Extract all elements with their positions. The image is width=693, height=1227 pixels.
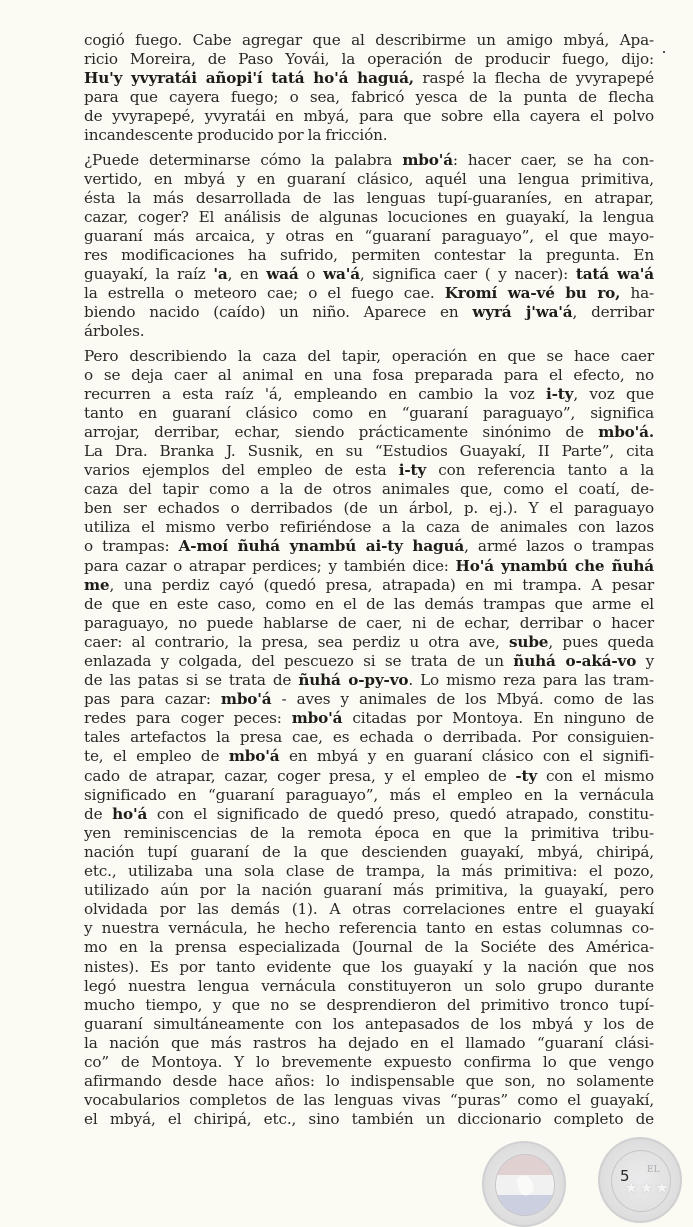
text-line xyxy=(84,1053,654,1072)
text-run: recurren a esta raíz 'á, empleando en cambio la voz xyxy=(84,384,546,403)
text-line xyxy=(84,576,654,595)
text-run: biendo nacido (caído) un niño. Aparece en xyxy=(84,303,473,322)
text-line xyxy=(84,69,654,88)
text-run: : hacer caer, se ha con- xyxy=(452,150,654,169)
text-line xyxy=(84,385,654,404)
text-line xyxy=(84,170,654,189)
text-line xyxy=(84,614,654,633)
text-run: La Dra. Branka J. Susnik, en su “Estudios Guayakí, II Parte”, cita xyxy=(84,441,654,460)
text-run: pas para cazar: xyxy=(84,690,221,709)
text-line xyxy=(84,151,654,170)
text-run: ha- xyxy=(620,284,654,303)
text-line xyxy=(84,537,654,556)
page-number: 5 xyxy=(620,1167,630,1185)
text-line xyxy=(84,786,654,805)
text-line xyxy=(84,366,654,385)
text-run: y xyxy=(636,652,655,670)
text-run: , significa caer ( y nacer): xyxy=(359,265,576,284)
text-run: paraguayo, no puede hablarse de caer, ni de echar, derribar o hacer xyxy=(84,613,654,632)
guarani-term: 'a xyxy=(213,265,228,284)
guarani-term: Kromí wa-vé bu ro, xyxy=(444,284,621,303)
text-run: nación tupí guaraní de la que descienden guayakí, mbyá, chiripá, xyxy=(84,842,654,861)
text-run: redes para coger peces: xyxy=(84,709,292,728)
text-run: tanto en guaraní clásico como en “guaraní paraguayo”, significa xyxy=(84,403,654,422)
text-line xyxy=(84,518,654,537)
text-run: etc., utilizaba una sola clase de trampa, la más primitiva: el pozo, xyxy=(84,862,654,881)
text-run: y nuestra vernácula, he hecho referencia tanto en estas columnas co- xyxy=(84,919,654,938)
text-line xyxy=(84,690,654,709)
text-line xyxy=(84,919,654,938)
text-run: de que en este caso, como en el de las demás trampas que arme el xyxy=(84,594,654,613)
text-run: ricio Moreira, de Paso Yovái, la operación de producir fuego, dijo: xyxy=(84,50,654,69)
guarani-term: sube xyxy=(509,632,549,651)
paragraph xyxy=(84,347,654,1130)
text-line xyxy=(84,557,654,576)
text-line xyxy=(84,107,654,126)
three-stars-seal-icon xyxy=(598,1137,682,1223)
guarani-term: me xyxy=(84,575,110,594)
guarani-term: mbo'á. xyxy=(598,422,654,441)
text-run: . Lo mismo reza para las tram- xyxy=(408,671,654,690)
text-run: ¿Puede determinarse cómo la palabra xyxy=(84,150,403,169)
text-line xyxy=(84,227,654,246)
text-line xyxy=(84,996,654,1015)
text-run: para que cayera fuego; o sea, fabricó yesca de la punta de flecha xyxy=(84,88,654,107)
text-line xyxy=(84,652,654,671)
text-line xyxy=(84,423,654,442)
text-line xyxy=(84,862,654,881)
text-line xyxy=(84,843,654,862)
text-line xyxy=(84,747,654,766)
text-run: nistes). Es por tanto evidente que los guayakí y la nación que nos xyxy=(84,957,654,976)
text-run: vertido, en mbyá y en guaraní clásico, aquél una lengua primitiva, xyxy=(84,169,654,188)
guarani-term: wyrá j'wa'á xyxy=(472,303,573,322)
stray-ink-dot xyxy=(663,51,665,53)
text-line xyxy=(84,347,654,366)
text-run: o se deja caer al animal en una fosa preparada para el efecto, no xyxy=(84,365,654,384)
text-run: guaraní simultáneamente con los antepasados de los mbyá y los de xyxy=(84,1014,654,1033)
text-run: incandescente producido por la fricción. xyxy=(84,126,388,145)
guarani-term: ho'á xyxy=(112,804,148,823)
text-run: utilizado aún por la nación guaraní más primitiva, la guayakí, pero xyxy=(84,881,654,900)
text-line xyxy=(84,208,654,227)
text-line xyxy=(84,977,654,996)
guarani-term: wa'á xyxy=(323,265,360,284)
text-run: de yvyrapepé, yvyratái en mbyá, para que sobre ella cayera el polvo xyxy=(84,107,654,126)
text-run: de las patas si se trata de xyxy=(84,671,299,690)
paraguay-seal-icon xyxy=(482,1141,566,1227)
text-run: árboles. xyxy=(84,322,145,341)
text-line xyxy=(84,805,654,824)
text-line xyxy=(84,126,654,145)
text-run: enlazada y colgada, del pescuezo si se trata de un xyxy=(84,652,514,670)
guarani-term: ñuhá o-aká-vo xyxy=(513,652,637,670)
text-run: afirmando desde hace años: lo indispensable que son, no solamente xyxy=(84,1072,654,1091)
guarani-term: i-ty xyxy=(545,384,574,403)
guarani-term: mbo'á xyxy=(402,150,453,169)
text-run: la nación que más rastros ha dejado en el llamado “guaraní clási- xyxy=(84,1033,654,1052)
text-line xyxy=(84,442,654,461)
stars-icon: ★★★ xyxy=(624,1178,671,1197)
text-line xyxy=(84,499,654,518)
text-line xyxy=(84,1034,654,1053)
text-run: ésta la más desarrollada de las lenguas tupí-guaraníes, en atrapar, xyxy=(84,188,654,207)
text-line xyxy=(84,958,654,977)
text-line xyxy=(84,938,654,957)
text-run: con el significado de quedó preso, quedó atrapado, constitu- xyxy=(147,804,654,823)
text-line xyxy=(84,900,654,919)
text-run: varios ejemplos del empleo de esta xyxy=(84,461,399,480)
text-line xyxy=(84,50,654,69)
text-run: citadas por Montoya. En ninguno de xyxy=(342,709,654,728)
guarani-term: A-moí ñuhá ynambú ai-ty haguá xyxy=(178,537,465,556)
text-line xyxy=(84,1091,654,1110)
text-run: cogió fuego. Cabe agregar que al describirme un amigo mbyá, Apa- xyxy=(84,31,654,49)
text-run: caza del tapir como a la de otros animales que, como el coatí, de- xyxy=(84,480,654,499)
text-run: guayakí, la raíz xyxy=(84,265,214,284)
text-run: o xyxy=(298,265,324,284)
text-run: guaraní más arcaica, y otras en “guaraní paraguayo”, el que mayo- xyxy=(84,226,654,245)
text-line xyxy=(84,728,654,747)
guarani-term: ñuhá o-py-vo xyxy=(298,671,409,690)
guarani-term: mbo'á xyxy=(228,747,280,766)
text-run: legó nuestra lengua vernácula constituyeron un solo grupo durante xyxy=(84,976,654,995)
text-run: cazar, coger? El análisis de algunas locuciones en guayakí, la lengua xyxy=(84,207,654,226)
text-run: ben ser echados o derribados (de un árbol, p. ej.). Y el paraguayo xyxy=(84,499,654,518)
text-line xyxy=(84,303,654,322)
text-run: caer: al contrario, la presa, sea perdiz u otra ave, xyxy=(84,632,510,651)
text-line xyxy=(84,31,654,50)
guarani-term: Ho'á ynambú che ñuhá xyxy=(455,556,654,575)
text-run: significado en “guaraní paraguayo”, más el empleo en la vernácula xyxy=(84,785,654,804)
text-line xyxy=(84,881,654,900)
text-line xyxy=(84,461,654,480)
guarani-term: Hu'y yvyratái añopi'í tatá ho'á haguá, xyxy=(84,69,414,88)
text-run: te, el empleo de xyxy=(84,747,229,766)
text-run: la estrella o meteoro cae; o el fuego cae. xyxy=(84,284,445,303)
text-line xyxy=(84,1110,654,1129)
document-page xyxy=(84,31,654,1134)
text-line xyxy=(84,189,654,208)
text-line xyxy=(84,404,654,423)
text-line xyxy=(84,671,654,690)
text-line xyxy=(84,265,654,284)
text-run: tales artefactos la presa cae, es echada o derribada. Por consiguien- xyxy=(84,728,654,747)
text-line xyxy=(84,767,654,786)
text-run: , derribar xyxy=(572,303,655,322)
text-run: res modificaciones ha sufrido, permiten contestar la pregunta. En xyxy=(84,246,654,265)
guarani-term: -ty xyxy=(515,766,538,785)
guarani-term: waá xyxy=(266,265,299,284)
text-run: , armé lazos o trampas xyxy=(464,537,654,556)
guarani-term: mbo'á xyxy=(220,690,272,709)
text-run: - aves y animales de los Mbyá. como de las xyxy=(271,690,654,709)
text-line xyxy=(84,246,654,265)
text-run: el mbyá, el chiripá, etc., sino también un diccionario completo de xyxy=(84,1110,654,1129)
text-run: co” de Montoya. Y lo brevemente expuesto confirma lo que vengo xyxy=(84,1052,654,1071)
paragraph xyxy=(84,31,654,146)
text-run: raspé la flecha de yvyrapepé xyxy=(413,69,654,88)
text-line xyxy=(84,595,654,614)
text-run: , en xyxy=(227,265,267,284)
text-line xyxy=(84,88,654,107)
text-run: mucho tiempo, y que no se desprendieron del primitivo tronco tupí- xyxy=(84,995,654,1014)
guarani-term: i-ty xyxy=(398,461,427,480)
text-run: , una perdiz cayó (quedó presa, atrapada) en mi trampa. A pesar xyxy=(109,575,654,594)
text-run: en mbyá y en guaraní clásico con el signifi- xyxy=(279,747,654,766)
text-run: , pues queda xyxy=(548,632,654,651)
guarani-term: mbo'á xyxy=(291,709,343,728)
text-line xyxy=(84,824,654,843)
flag-stripe-red xyxy=(496,1155,554,1175)
text-run: , voz que xyxy=(573,384,655,403)
text-line xyxy=(84,633,654,652)
text-run: mo en la prensa especializada (Journal de la Sociéte des Américа- xyxy=(84,938,654,957)
text-run: yen reminiscencias de la remota época en que la primitiva tribu- xyxy=(84,823,654,842)
text-run: Pero describiendo la caza del tapir, operación en que se hace caer xyxy=(84,346,654,365)
text-line xyxy=(84,1015,654,1034)
flag-emblem xyxy=(495,1154,555,1216)
text-run: con el mismo xyxy=(537,766,654,785)
text-line xyxy=(84,480,654,499)
guarani-term: tatá wa'á xyxy=(575,265,654,284)
text-run: vocabularios completos de las lenguas vivas “puras” como el guayakí, xyxy=(84,1091,654,1110)
text-run: utiliza el mismo verbo refiriéndose a la caza de animales con lazos xyxy=(84,518,654,537)
watermark-seals xyxy=(482,1137,693,1227)
text-run: olvidada por las demás (1). A otras correlaciones entre el guayakí xyxy=(84,900,654,919)
text-run: con referencia tanto a la xyxy=(426,461,654,480)
paragraph xyxy=(84,151,654,342)
text-line xyxy=(84,1072,654,1091)
text-line xyxy=(84,284,654,303)
text-line xyxy=(84,322,654,341)
flag-stripe-blue xyxy=(496,1195,554,1215)
text-run: arrojar, derribar, echar, siendo prácticamente sinónimo de xyxy=(84,422,599,441)
text-run: cado de atrapar, cazar, coger presa, y el empleo de xyxy=(84,766,516,785)
seal-label: EL xyxy=(647,1165,660,1175)
text-run: para cazar o atrapar perdices; y también dice: xyxy=(84,556,456,575)
text-run: o trampas: xyxy=(84,537,179,556)
text-line xyxy=(84,709,654,728)
text-run: de xyxy=(84,804,113,823)
